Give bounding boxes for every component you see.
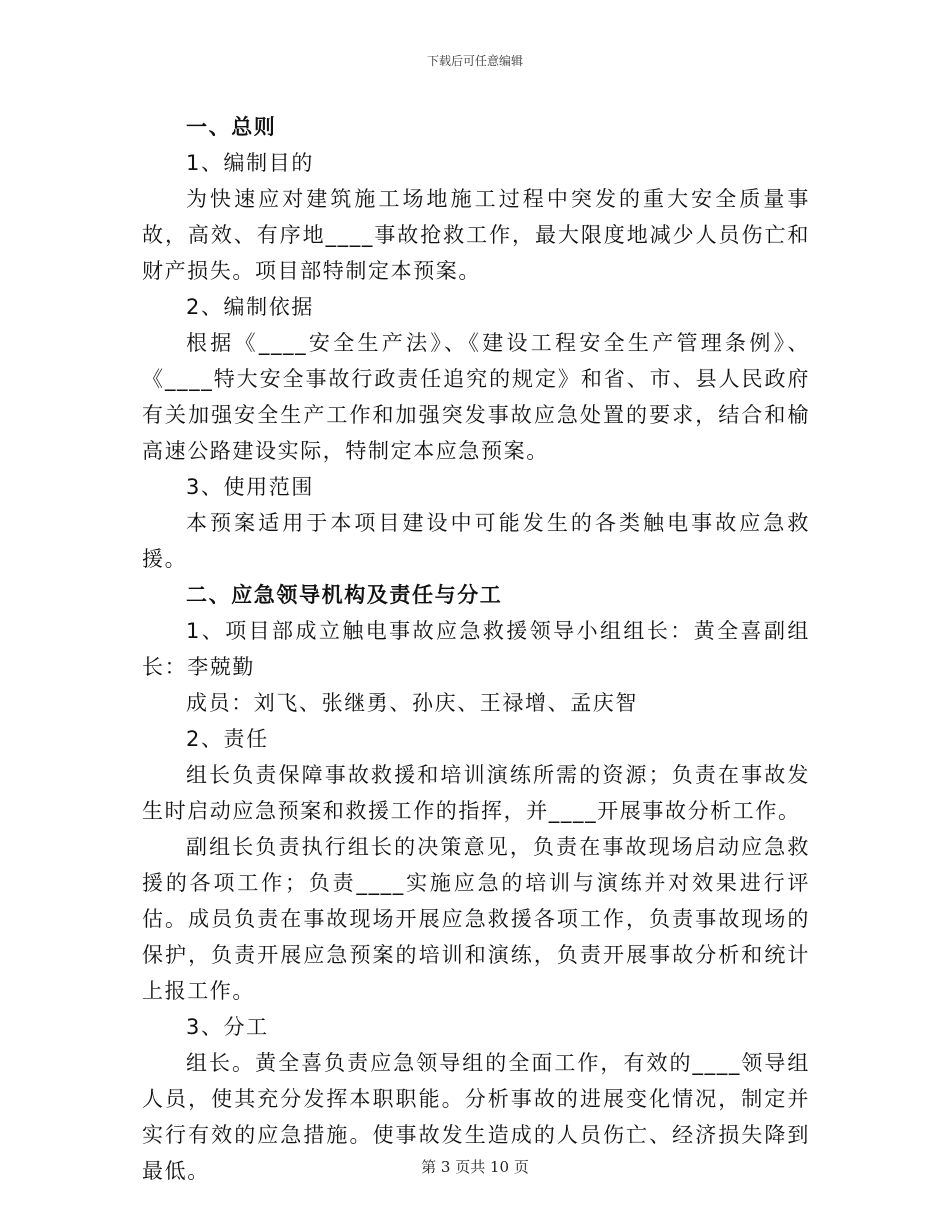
paragraph-leader-responsibility: 组长负责保障事故救援和培训演练所需的资源；负责在事故发生时启动应急预案和救援工作的指挥，并____开展事故分析工作。 [142,763,810,823]
paragraph-scope: 本预案适用于本项目建设中可能发生的各类触电事故应急救援。 [142,511,810,571]
subheading-purpose: 1、编制目的 [186,151,314,175]
paragraph-members: 成员：刘飞、张继勇、孙庆、王禄增、孟庆智 [186,691,638,715]
paragraph-purpose: 为快速应对建筑施工场地施工过程中突发的重大安全质量事故，高效、有序地____事故抢救工作，最大限度地减少人员伤亡和财产损失。项目部特制定本预案。 [142,187,810,283]
section-heading-general: 一、总则 [186,115,277,139]
subheading-scope: 3、使用范围 [186,475,314,499]
subheading-division: 3、分工 [186,1015,269,1039]
page-header: 下载后可任意编辑 [426,54,523,68]
paragraph-deputy-responsibility: 副组长负责执行组长的决策意见，负责在事故现场启动应急救援的各项工作；负责____实施应急的培训与演练并对效果进行评估。成员负责在事故现场开展应急救援各项工作，负责事故现场的保护，负责开展应急预案的培训和演练，负责开展事故分析和统计上报工作。 [142,835,810,1003]
paragraph-leadership-group: 1、项目部成立触电事故应急救援领导小组组长：黄全喜副组长：李兢勤 [142,619,810,679]
subheading-basis: 2、编制依据 [186,295,314,319]
paragraph-basis: 根据《____安全生产法》、《建设工程安全生产管理条例》、《____特大安全事故行政责任追究的规定》和省、市、县人民政府有关加强安全生产工作和加强突发事故应急处置的要求，结合和榆高速公路建设实际，特制定本应急预案。 [142,331,810,463]
page-footer: 第 3 页共 10 页 [421,1158,529,1176]
section-heading-organization: 二、应急领导机构及责任与分工 [186,583,503,607]
paragraph-division: 组长。黄全喜负责应急领导组的全面工作，有效的____领导组人员，使其充分发挥本职职能。分析事故的进展变化情况，制定并实行有效的应急措施。使事故发生造成的人员伤亡、经济损失降到最低。 [142,1051,810,1183]
subheading-responsibility: 2、责任 [186,727,269,751]
document-body [142,109,810,1189]
